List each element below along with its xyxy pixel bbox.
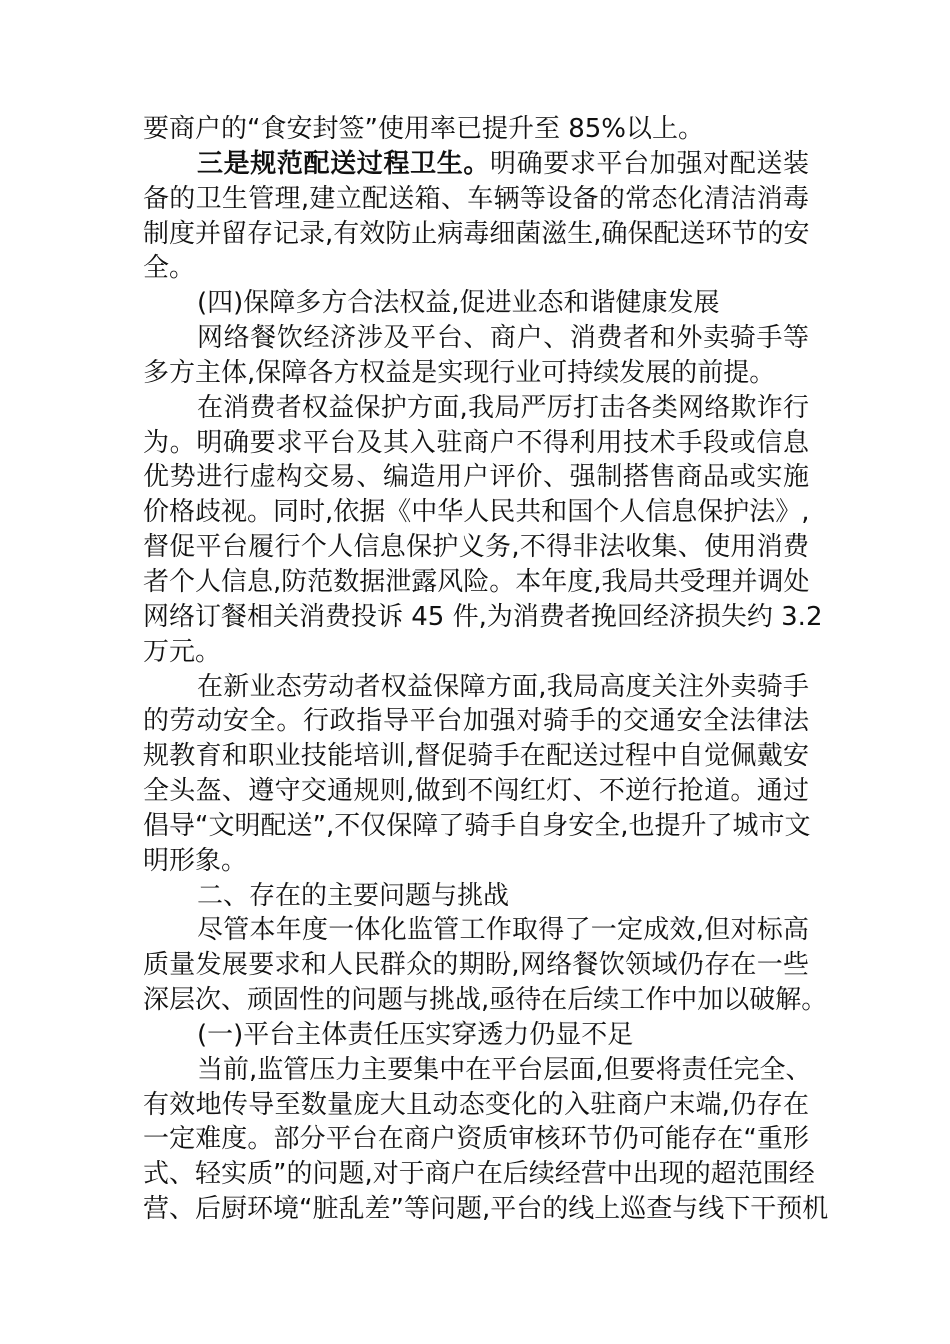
- text-line: 尽管本年度一体化监管工作取得了一定成效,但对标高: [197, 915, 809, 946]
- text-line: 式、轻实质”的问题,对于商户在后续经营中出现的超范围经: [143, 1159, 815, 1190]
- text-line: 网络餐饮经济涉及平台、商户、消费者和外卖骑手等: [197, 323, 809, 354]
- text-line: 督促平台履行个人信息保护义务,不得非法收集、使用消费: [143, 532, 809, 563]
- document-page: [143, 112, 829, 1227]
- text-line: 当前,监管压力主要集中在平台层面,但要将责任完全、: [197, 1054, 812, 1085]
- text-run: 明确要求平台加强对配送装: [490, 148, 809, 179]
- text-line: 全。: [143, 253, 196, 284]
- text-line: 倡导“文明配送”,不仅保障了骑手自身安全,也提升了城市文: [143, 810, 811, 841]
- text-line: [143, 147, 809, 182]
- text-line: 质量发展要求和人民群众的期盼,网络餐饮领域仍存在一些: [143, 950, 809, 981]
- text-line: 的劳动安全。行政指导平台加强对骑手的交通安全法律法: [143, 706, 809, 737]
- text-line: 有效地传导至数量庞大且动态变化的入驻商户末端,仍存在: [143, 1089, 809, 1120]
- text-line: 全头盔、遵守交通规则,做到不闯红灯、不逆行抢道。通过: [143, 776, 809, 807]
- text-line: 在消费者权益保护方面,我局严厉打击各类网络欺诈行: [197, 392, 809, 423]
- section-heading: (四)保障多方合法权益,促进业态和谐健康发展: [197, 288, 720, 319]
- text-line: 在新业态劳动者权益保障方面,我局高度关注外卖骑手: [197, 671, 809, 702]
- text-line: 制度并留存记录,有效防止病毒细菌滋生,确保配送环节的安: [143, 218, 810, 249]
- text-line: 者个人信息,防范数据泄露风险。本年度,我局共受理并调处: [143, 566, 810, 597]
- text-line: 深层次、顽固性的问题与挑战,亟待在后续工作中加以破解。: [143, 985, 828, 1016]
- text-line: 一定难度。部分平台在商户资质审核环节仍可能存在“重形: [143, 1124, 809, 1155]
- text-line: 要商户的“食安封签”使用率已提升至 85%以上。: [143, 114, 704, 144]
- text-line: 营、后厨环境“脏乱差”等问题,平台的线上巡查与线下干预机: [143, 1194, 829, 1225]
- text-line: 为。明确要求平台及其入驻商户不得利用技术手段或信息: [143, 427, 809, 458]
- text-line: 多方主体,保障各方权益是实现行业可持续发展的前提。: [143, 357, 776, 388]
- text-line: 价格歧视。同时,依据《中华人民共和国个人信息保护法》,: [143, 497, 810, 528]
- text-line: 网络订餐相关消费投诉 45 件,为消费者挽回经济损失约 3.2: [143, 601, 823, 632]
- bold-lead: 三是规范配送过程卫生。: [197, 148, 490, 179]
- text-line: 备的卫生管理,建立配送箱、车辆等设备的常态化清洁消毒: [143, 183, 809, 214]
- text-line: 万元。: [143, 636, 222, 667]
- text-line: 明形象。: [143, 845, 248, 876]
- text-line: 优势进行虚构交易、编造用户评价、强制搭售商品或实施: [143, 462, 809, 493]
- text-line: 规教育和职业技能培训,督促骑手在配送过程中自觉佩戴安: [143, 741, 809, 772]
- section-heading: 二、存在的主要问题与挑战: [197, 880, 510, 911]
- section-heading: (一)平台主体责任压实穿透力仍显不足: [197, 1019, 634, 1050]
